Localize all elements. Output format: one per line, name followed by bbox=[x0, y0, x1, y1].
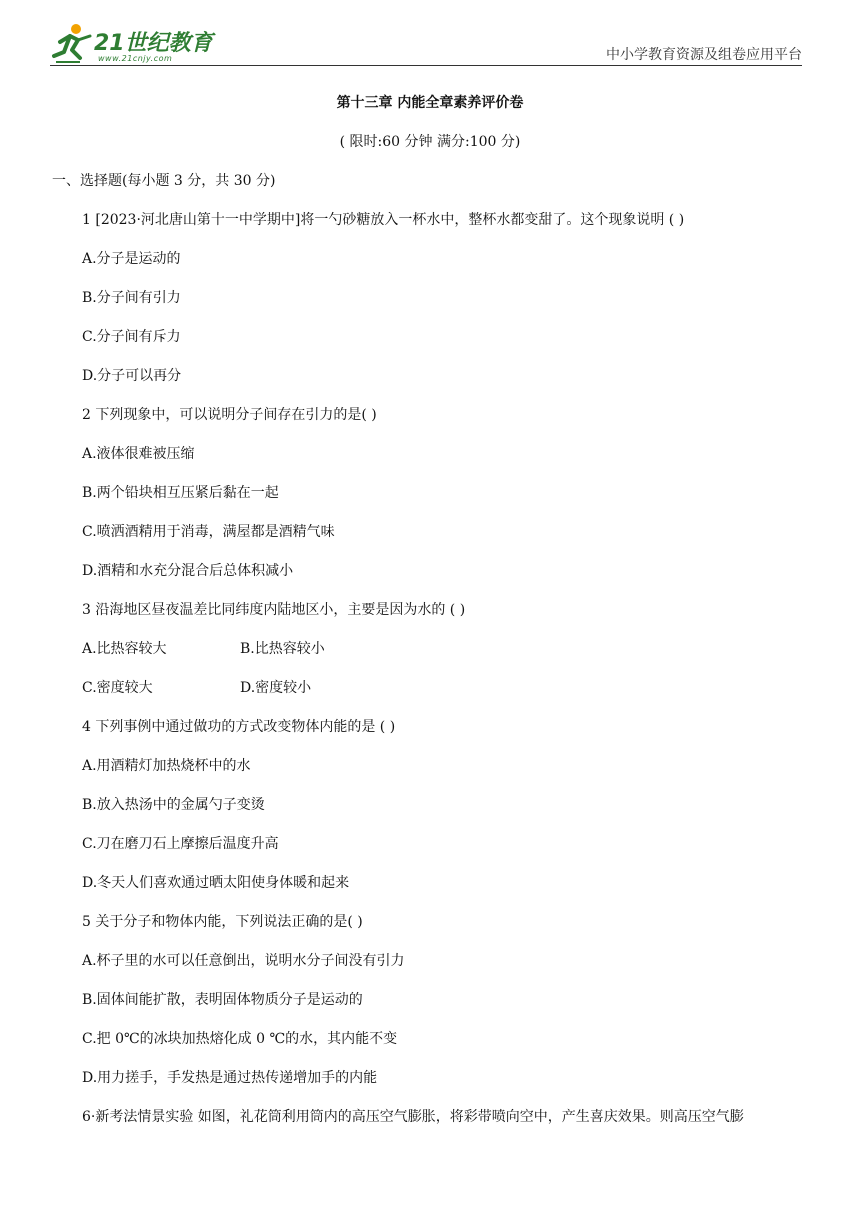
q3-options-row-1 bbox=[82, 638, 325, 658]
q4-option-c: C.刀在磨刀石上摩擦后温度升高 bbox=[82, 836, 279, 852]
logo-text: 21世纪教育 bbox=[94, 31, 213, 56]
question-2-stem: 2 下列现象中，可以说明分子间存在引力的是( ) bbox=[82, 407, 377, 423]
q5-option-a: A.杯子里的水可以任意倒出，说明水分子间没有引力 bbox=[82, 953, 405, 969]
logo-url: www.21cnjy.com bbox=[98, 54, 173, 63]
q3-options-row-2 bbox=[82, 677, 312, 697]
logo bbox=[50, 22, 230, 66]
question-4-stem: 4 下列事例中通过做功的方式改变物体内能的是 ( ) bbox=[82, 719, 396, 735]
q1-option-c: C.分子间有斥力 bbox=[82, 329, 181, 345]
runner-logo-icon bbox=[50, 22, 96, 64]
q2-option-c: C.喷洒酒精用于消毒，满屋都是酒精气味 bbox=[82, 524, 335, 540]
q1-option-d: D.分子可以再分 bbox=[82, 368, 182, 384]
platform-name: 中小学教育资源及组卷应用平台 bbox=[606, 47, 802, 63]
header-divider bbox=[50, 65, 802, 66]
q4-option-a: A.用酒精灯加热烧杯中的水 bbox=[82, 758, 251, 774]
question-6-stem: 6·新考法情景实验 如图，礼花筒利用筒内的高压空气膨胀，将彩带喷向空中，产生喜庆效果。则高压空气膨 bbox=[82, 1109, 744, 1125]
exam-meta: ( 限时:60 分钟 满分:100 分) bbox=[339, 134, 521, 150]
question-1-stem: 1 [2023·河北唐山第十一中学期中]将一勺砂糖放入一杯水中，整杯水都变甜了。这个现象说明 ( ) bbox=[82, 212, 685, 228]
q2-option-d: D.酒精和水充分混合后总体积减小 bbox=[82, 563, 294, 579]
q3-option-b: B.比热容较小 bbox=[240, 641, 325, 657]
q5-option-c: C.把 0℃的冰块加热熔化成 0 ℃的水，其内能不变 bbox=[82, 1031, 398, 1047]
page-title: 第十三章 内能全章素养评价卷 bbox=[336, 95, 524, 111]
q1-option-b: B.分子间有引力 bbox=[82, 290, 181, 306]
q3-option-d: D.密度较小 bbox=[240, 680, 312, 696]
q2-option-b: B.两个铅块相互压紧后黏在一起 bbox=[82, 485, 279, 501]
q1-option-a: A.分子是运动的 bbox=[82, 251, 181, 267]
q3-option-a: A.比热容较大 bbox=[82, 641, 167, 657]
question-3-stem: 3 沿海地区昼夜温差比同纬度内陆地区小，主要是因为水的 ( ) bbox=[82, 602, 466, 618]
q5-option-b: B.固体间能扩散，表明固体物质分子是运动的 bbox=[82, 992, 363, 1008]
question-5-stem: 5 关于分子和物体内能，下列说法正确的是( ) bbox=[82, 914, 363, 930]
q3-option-c: C.密度较大 bbox=[82, 680, 153, 696]
page-header bbox=[0, 0, 860, 70]
q5-option-d: D.用力搓手，手发热是通过热传递增加手的内能 bbox=[82, 1070, 378, 1086]
section-heading: 一、选择题(每小题 3 分，共 30 分) bbox=[52, 173, 276, 189]
q4-option-d: D.冬天人们喜欢通过晒太阳使身体暖和起来 bbox=[82, 875, 350, 891]
q4-option-b: B.放入热汤中的金属勺子变烫 bbox=[82, 797, 265, 813]
q2-option-a: A.液体很难被压缩 bbox=[82, 446, 195, 462]
